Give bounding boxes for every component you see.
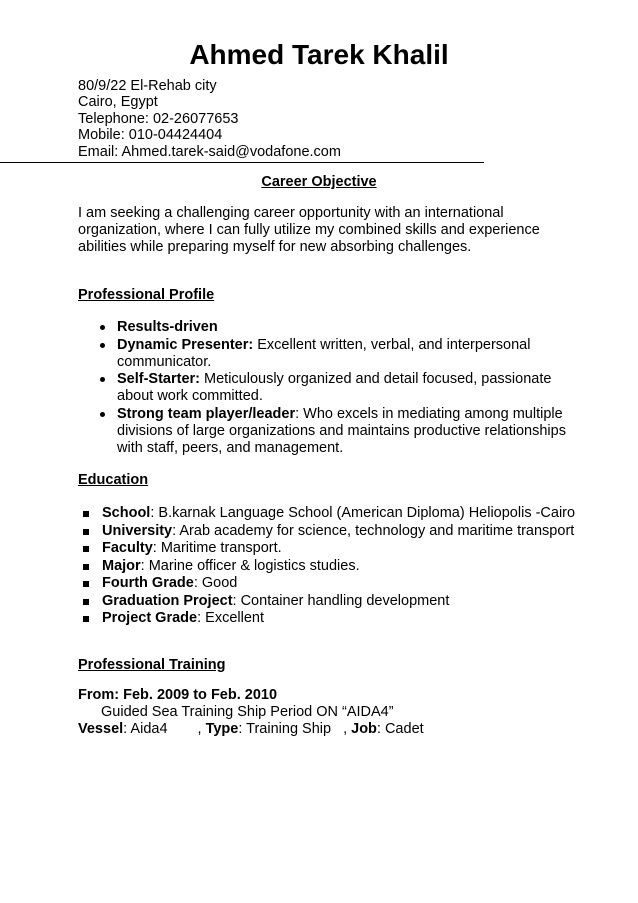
address-line-2: Cairo, Egypt: [78, 94, 158, 111]
square-bullet-icon: [83, 546, 89, 552]
profile-label: Strong team player/leader: [117, 405, 296, 422]
square-bullet-icon: [83, 616, 89, 622]
list-item: [78, 593, 598, 611]
education-label: Graduation Project: [102, 592, 233, 609]
education-value: : Maritime transport.: [152, 540, 282, 556]
address-line-1: 80/9/22 El-Rehab city: [78, 78, 217, 94]
profile-text: divisions of large organizations and maintains productive relationships: [117, 422, 566, 439]
square-bullet-icon: [83, 529, 89, 535]
list-item: [78, 540, 598, 558]
bullet-icon: [100, 377, 105, 382]
education-label: Fourth Grade: [102, 575, 194, 591]
profile-text: about work committed.: [117, 388, 263, 404]
bullet-icon: [100, 325, 105, 330]
mobile: Mobile: 010-04424404: [78, 127, 223, 144]
list-item: [78, 406, 578, 457]
objective-line: abilities while preparing myself for new absorbing challenges.: [78, 239, 472, 255]
header-divider: [0, 162, 484, 163]
education-value: : Container handling development: [232, 592, 450, 609]
profile-list: [78, 319, 578, 457]
professional-profile-heading: Professional Profile: [78, 287, 215, 303]
education-label: Project Grade: [102, 610, 198, 626]
profile-text: Excellent written, verbal, and interpersonal: [253, 336, 531, 353]
training-period: From: Feb. 2009 to Feb. 2010: [78, 687, 278, 703]
job-label: Job: [351, 721, 377, 737]
education-label: University: [102, 522, 173, 539]
bullet-icon: [100, 343, 105, 348]
job-value: : Cadet: [376, 721, 424, 737]
profile-text: : Who excels in mediating among multiple: [295, 405, 563, 422]
education-label: Faculty: [102, 540, 153, 556]
vessel-value: : Aida4: [123, 721, 168, 737]
education-heading: Education: [78, 472, 149, 488]
vessel-label: Vessel: [78, 721, 124, 737]
list-item: [78, 523, 598, 541]
list-item: [78, 337, 578, 371]
square-bullet-icon: [83, 564, 89, 570]
education-value: : Arab academy for science, technology and maritime transport: [172, 522, 575, 539]
square-bullet-icon: [83, 511, 89, 517]
candidate-name: Ahmed Tarek Khalil: [189, 39, 449, 70]
square-bullet-icon: [83, 599, 89, 605]
education-label: Major: [102, 557, 141, 574]
training-block: [78, 687, 424, 738]
profile-text: with staff, peers, and management.: [117, 439, 344, 456]
profile-label: Results-driven: [117, 319, 218, 335]
list-item: [78, 319, 578, 336]
objective-line: organization, where I can fully utilize my combined skills and experience: [78, 222, 540, 238]
education-value: : Marine officer & logistics studies.: [140, 557, 360, 574]
list-item: [78, 558, 598, 576]
profile-text: communicator.: [117, 353, 212, 370]
profile-text: Meticulously organized and detail focused, passionate: [200, 371, 552, 387]
contact-block: [78, 78, 341, 160]
career-objective-heading: Career Objective: [261, 174, 377, 190]
education-label: School: [102, 505, 151, 521]
training-details: Vessel: Aida4 , Type: Training Ship , Job: Cadet: [78, 721, 424, 737]
training-description: Guided Sea Training Ship Period ON “AIDA4”: [101, 704, 394, 720]
professional-training-heading: Professional Training: [78, 657, 226, 673]
education-value: : Good: [193, 575, 238, 591]
bullet-icon: [100, 412, 105, 417]
type-label: Type: [205, 721, 239, 737]
email: Email: Ahmed.tarek-said@vodafone.com: [78, 143, 341, 160]
list-item: [78, 371, 578, 405]
career-objective-text: [78, 205, 558, 256]
education-value: : Excellent: [197, 610, 264, 626]
telephone: Telephone: 02-26077653: [78, 110, 239, 127]
square-bullet-icon: [83, 581, 89, 587]
type-value: : Training Ship: [238, 721, 332, 737]
education-value: : B.karnak Language School (American Diploma) Heliopolis -Cairo: [150, 505, 576, 521]
list-item: [78, 575, 598, 593]
education-list: [78, 505, 598, 628]
list-item: [78, 610, 598, 628]
profile-label: Dynamic Presenter:: [117, 336, 254, 353]
objective-line: I am seeking a challenging career opportunity with an international: [78, 205, 504, 221]
profile-label: Self-Starter:: [117, 371, 200, 387]
list-item: [78, 505, 598, 523]
